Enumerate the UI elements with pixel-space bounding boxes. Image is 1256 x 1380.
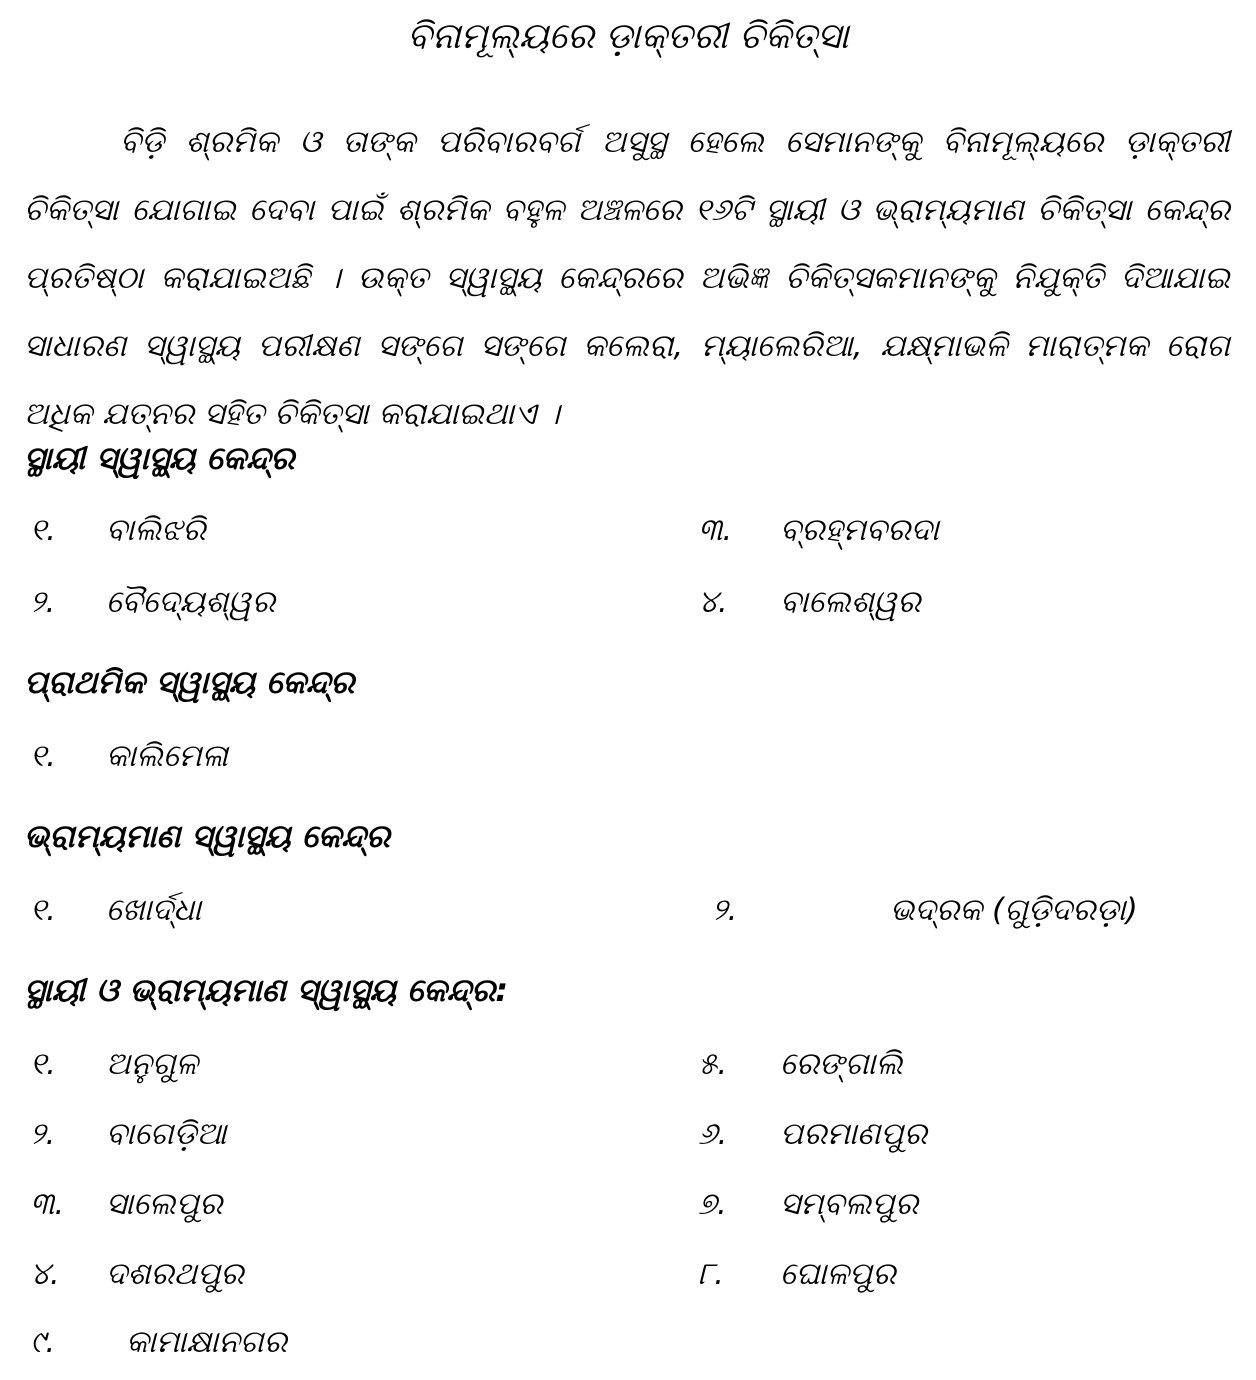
item-number: ୭. [698,1186,727,1222]
list-item [30,580,275,624]
list-item [30,888,201,932]
item-label: ବାଗେଡ଼ିଆ [106,1116,227,1152]
item-number: ୪. [698,584,728,620]
section-heading-permanent-centres: ସ୍ଥାୟୀ ସ୍ୱାସ୍ଥ୍ୟ କେନ୍ଦ୍ର [24,439,295,477]
list-item [698,1042,903,1086]
list-item [30,1182,222,1226]
item-label: କାମାକ୍ଷାନଗର [126,1324,288,1360]
list-item [698,508,939,552]
intro-paragraph: ବିଡ଼ି ଶ୍ରମିକ ଓ ତାଙ୍କ ପରିବାରବର୍ଗ ଅସୁସ୍ଥ ହେଲେ ସେମାନଙ୍କୁ ବିନାମୂଲ୍ୟରେ ଡ଼ାକ୍ତରୀ ଚିକିତ୍ସା ଯୋଗାଇ ଦେବା ପାଇଁ ଶ୍ରମିକ ବହୁଳ ଅଞ୍ଚଳରେ ୧୬ଟି ସ୍ଥାୟୀ ଓ ଭ୍ରାମ୍ୟମାଣ ଚିକିତ୍ସା କେନ୍ଦ୍ର ପ୍ରତିଷ୍ଠା କରାଯାଇଅଛି । ଉକ୍ତ ସ୍ୱାସ୍ଥ୍ୟ କେନ୍ଦ୍ରରେ ଅଭିଜ୍ଞ ଚିକିତ୍ସକମାନଙ୍କୁ ନିଯୁକ୍ତି ଦିଆଯାଇ ସାଧାରଣ ସ୍ୱାସ୍ଥ୍ୟ ପରୀକ୍ଷଣ ସଙ୍ଗେ ସଙ୍ଗେ କଲେରା, ମ୍ୟାଲେରିଆ, ଯକ୍ଷ୍ମାଭଳି ମାରାତ୍ମକ ରୋଗ ଅଧିକ ଯତ୍ନର ସହିତ ଚିକିତ୍ସା କରାଯାଇଥାଏ । [24,124,1230,432]
item-label: ବୈଦ୍ୟେଶ୍ୱର [106,584,276,620]
item-number: ୨. [30,1116,56,1152]
section-heading-mobile-centres: ଭ୍ରାମ୍ୟମାଣ ସ୍ୱାସ୍ଥ୍ୟ କେନ୍ଦ୍ର [24,817,390,855]
list-item [698,580,921,624]
list-item [30,1252,244,1296]
item-number: ୨. [712,892,738,928]
list-item [30,1320,287,1364]
item-number: ୪. [30,1256,60,1292]
list-item [698,1112,927,1156]
item-label: ବ୍ରହ୍ମବରଦା [780,512,939,548]
item-number: ୬. [698,1116,728,1152]
item-label: ଭଦ୍ରକ (ଗୁଡ଼ିଦରଡ଼ା) [890,892,1138,928]
document-title: ବିନାମୂଲ୍ୟରେ ଡ଼ାକ୍ତରୀ ଚିକିତ୍ସା [407,16,849,57]
list-item [712,888,1138,932]
item-label: ରେଙ୍ଗାଲି [780,1046,903,1082]
item-label: ଘୋଳପୁର [780,1256,896,1292]
item-number: ୩. [698,512,733,548]
item-label: ଅନୁଗୁଳ [106,1046,199,1082]
list-item [30,1112,227,1156]
item-label: ବାଲେଶ୍ୱର [780,584,921,620]
item-label: ସାଲେପୁର [106,1186,223,1222]
item-number: ୯. [30,1324,56,1360]
list-item [30,1042,198,1086]
item-label: ଖୋର୍ଦ୍ଧା [106,892,202,928]
item-number: ୧. [30,738,57,774]
item-label: ପରମାଣପୁର [780,1116,928,1152]
section-heading-permanent-and-mobile-centres: ସ୍ଥାୟୀ ଓ ଭ୍ରାମ୍ୟମାଣ ସ୍ୱାସ୍ଥ୍ୟ କେନ୍ଦ୍ର: [24,971,509,1009]
item-label: ଦଶରଥପୁର [106,1256,244,1292]
item-number: ୧. [30,512,57,548]
item-number: ୧. [30,1046,57,1082]
item-label: ସମ୍ବଲପୁର [780,1186,919,1222]
list-item [30,508,206,552]
list-item [698,1252,896,1296]
item-label: ବାଲିଝରି [106,512,206,548]
list-item [698,1182,918,1226]
item-number: ୮. [698,1256,725,1292]
section-heading-primary-centres: ପ୍ରାଥମିକ ସ୍ୱାସ୍ଥ୍ୟ କେନ୍ଦ୍ର [24,663,355,701]
item-number: ୧. [30,892,57,928]
item-label: କାଲିମେଳା [106,738,228,774]
item-number: ୨. [30,584,56,620]
item-number: ୫. [698,1046,728,1082]
item-number: ୩. [30,1186,65,1222]
list-item [30,734,228,778]
